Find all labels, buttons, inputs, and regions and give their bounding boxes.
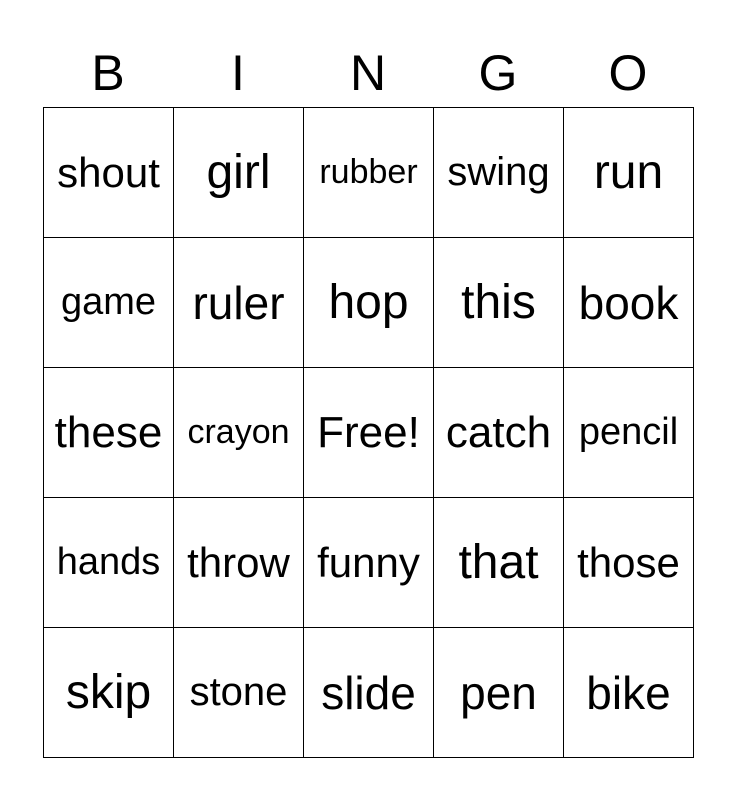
header-letter-b: B <box>91 45 125 101</box>
header-letter-n: N <box>349 45 387 101</box>
bingo-cell[interactable]: these <box>44 368 174 498</box>
bingo-cell[interactable]: crayon <box>174 368 304 498</box>
free-space-cell[interactable]: Free! <box>304 368 434 498</box>
bingo-cell[interactable]: shout <box>44 108 174 238</box>
bingo-cell[interactable]: slide <box>304 628 434 758</box>
bingo-cell[interactable]: rubber <box>304 108 434 238</box>
bingo-cell[interactable]: bike <box>564 628 694 758</box>
bingo-cell[interactable]: book <box>564 238 694 368</box>
bingo-cell[interactable]: girl <box>174 108 304 238</box>
bingo-header <box>43 40 693 106</box>
header-letter-o: O <box>608 45 648 101</box>
bingo-cell[interactable]: throw <box>174 498 304 628</box>
bingo-cell[interactable]: skip <box>44 628 174 758</box>
bingo-cell[interactable]: those <box>564 498 694 628</box>
bingo-cell[interactable]: pencil <box>564 368 694 498</box>
bingo-cell[interactable]: this <box>434 238 564 368</box>
bingo-cell[interactable]: catch <box>434 368 564 498</box>
bingo-cell[interactable]: stone <box>174 628 304 758</box>
bingo-cell[interactable]: funny <box>304 498 434 628</box>
bingo-cell[interactable]: pen <box>434 628 564 758</box>
bingo-cell[interactable]: ruler <box>174 238 304 368</box>
bingo-cell[interactable]: that <box>434 498 564 628</box>
header-letter-g: G <box>478 45 518 101</box>
header-letter-i: I <box>231 45 245 101</box>
bingo-cell[interactable]: swing <box>434 108 564 238</box>
bingo-cell[interactable]: game <box>44 238 174 368</box>
bingo-board <box>43 107 694 758</box>
bingo-cell[interactable]: run <box>564 108 694 238</box>
bingo-cell[interactable]: hop <box>304 238 434 368</box>
bingo-cell[interactable]: hands <box>44 498 174 628</box>
